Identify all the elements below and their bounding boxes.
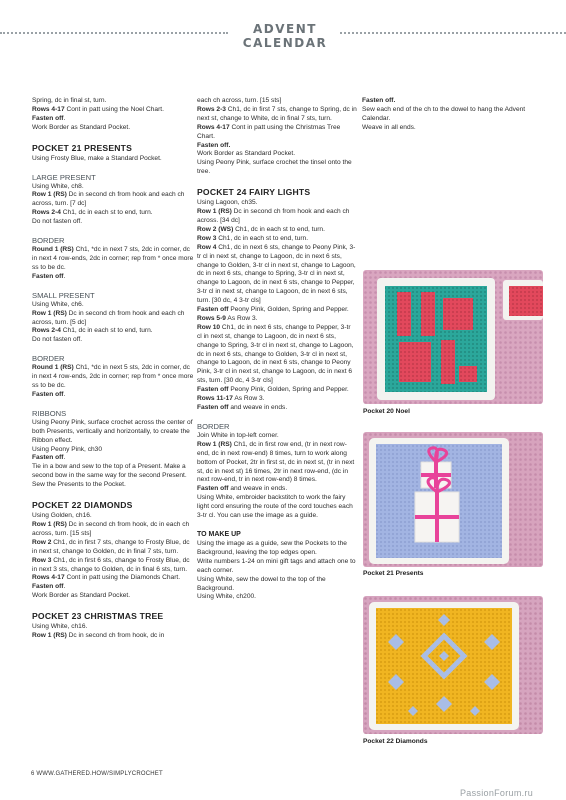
instruction: Using White, sew the dowel to the top of the Background. (197, 575, 326, 592)
watermark: PassionForum.ru (460, 788, 534, 798)
pattern-row: Row 10 Ch1, dc in next 6 sts, change to Pepper, 3-tr cl in next st, change to Lagoon, dc in next 6 sts, change to Spring, 3-tr cl in next st, change to Lagoon, dc in next 6 sts, change to Golden, 3-tr cl in next st, change to Lagoon, dc in next 6 sts, change to Peony Pink, 3-tr cl in next st, change to Lagoon, dc in next 6 sts, turn. [30 dc, 4 3-tr cls] (197, 323, 354, 385)
instruction: Work Border as Standard Pocket. (32, 123, 131, 131)
pocket-20-noel-photo (363, 270, 543, 404)
fasten-off: Fasten off. (32, 583, 66, 591)
page-header-title: ADVENT CALENDAR (242, 22, 328, 50)
caption-pocket-20: Pocket 20 Noel (363, 408, 410, 415)
section-heading-pocket-21: POCKET 21 PRESENTS (32, 142, 133, 153)
instruction: Using Lagoon, ch35. (197, 199, 258, 207)
pattern-row: Rows 5-9 As Row 3. (197, 314, 258, 322)
instruction: Using Peony Pink, surface crochet across the center of both Presents, vertically and horizontally, to create the Ribbon effect. (32, 418, 193, 444)
caption-pocket-21: Pocket 21 Presents (363, 570, 424, 577)
pocket-21-presents-photo (363, 432, 543, 567)
instruction: Using the image as a guide, sew the Pockets to the Background, leaving the top edges open. (197, 539, 347, 556)
pattern-row: Rows 2-4 Ch1, dc in each st to end, turn. (32, 209, 153, 217)
subheading-small-present: SMALL PRESENT (32, 290, 95, 300)
fasten-off: Fasten off. (32, 390, 66, 398)
fasten-off: Fasten off Peony Pink, Golden, Spring and Pepper. (197, 306, 349, 314)
subheading-border: BORDER (32, 236, 65, 246)
instruction: Using White, embroider backstitch to work the fairy light cord ensuring the route of the cord touches each 3-tr cl. You can use the image as a guide. (197, 494, 353, 520)
pattern-row: Row 1 (RS) Dc in second ch from hook and each ch across, turn. [5 dc] (32, 309, 185, 326)
pattern-row: Rows 11-17 As Row 3. (197, 395, 265, 403)
pattern-row: Row 1 (RS) Ch1, dc in first row end, (tr in next row-end, dc in next row-end) 8 times, turn to work along bottom of Pocket, 2tr in first st, dc in next st, (tr in next st, dc in next st) 16 times, 2tr in next row-end, (dc in next row-end, tr in next row-end) 8 times. (197, 440, 355, 484)
subheading-large-present: LARGE PRESENT (32, 172, 96, 182)
text-column-2 (197, 97, 357, 602)
fasten-off: Fasten off. (32, 114, 66, 122)
fasten-off: Fasten off. (32, 454, 66, 462)
fasten-off: Fasten off and weave in ends. (197, 485, 288, 493)
pattern-row: Row 1 (RS) Dc in second ch from hook and each ch across, turn. [7 dc] (32, 191, 185, 208)
instruction: Sew each end of the ch to the dowel to hang the Advent Calendar. (362, 105, 526, 122)
pattern-row: Row 4 Ch1, dc in next 6 sts, change to Peony Pink, 3-tr cl in next st, change to Lagoon, dc in next 6 sts, change to Golden, 3-tr cl in next st, change to Lagoon, dc in next 6 sts, change to Spring, 3-tr cl in next st, change to Lagoon, dc in next 6 sts, change to Pepper, 3-tr cl in next st, change to Lagoon, dc in next 6 sts, turn. [30 dc, 4 3-tr cls] (197, 243, 356, 305)
section-heading-pocket-24: POCKET 24 FAIRY LIGHTS (197, 187, 311, 198)
page-footer: 6 WWW.GATHERED.HOW/SIMPLYCROCHET (31, 771, 163, 777)
header-divider-left (0, 32, 228, 34)
pocket-22-diamonds-photo (363, 596, 543, 734)
pattern-row: Row 1 (RS) Dc in second ch from hook and each ch across. [34 dc] (197, 208, 350, 224)
instruction: Sew the Presents to the Pocket. (32, 481, 126, 489)
instruction: Do not fasten off. (32, 218, 83, 226)
pattern-row: Row 1 (RS) Dc in second ch from hook, dc in each ch across, turn. [15 sts] (32, 521, 190, 537)
subheading-border: BORDER (197, 421, 230, 431)
pattern-row: Row 3 Ch1, dc in first 6 sts, change to Frosty Blue, dc in next 3 sts, change to Golden, dc in final 6 sts, turn. (32, 556, 190, 573)
fasten-off: Fasten off. (32, 272, 66, 280)
pattern-row: Rows 4-17 Cont in patt using the Noel Chart. (32, 105, 164, 113)
instruction: Using White, ch200. (197, 593, 257, 601)
instruction: Using White, ch8. (32, 182, 84, 190)
header-divider-right (340, 32, 566, 34)
instruction: Using White, ch6. (32, 300, 84, 308)
instruction: Work Border as Standard Pocket. (32, 592, 131, 600)
instruction: Write numbers 1-24 on mini gift tags and attach one to each corner. (197, 557, 356, 574)
instruction: Join White in top-left corner. (197, 431, 279, 439)
pattern-row: Round 1 (RS) Ch1, *dc in next 5 sts, 2dc in corner, dc in next 4 row-ends, 2dc in corner; rep from * once more ss to be dc. (32, 364, 194, 390)
pattern-row: Row 2 (WS) Ch1, dc in each st to end, turn. (197, 225, 325, 233)
subheading-ribbons: RIBBONS (32, 408, 67, 418)
section-heading-pocket-23: POCKET 23 CHRISTMAS TREE (32, 611, 164, 622)
subheading-border: BORDER (32, 354, 65, 364)
continued-text: each ch across, turn. [15 sts] (197, 97, 282, 104)
instruction: Do not fasten off. (32, 336, 83, 344)
fasten-off: Fasten off Peony Pink, Golden, Spring and Pepper. (197, 386, 349, 394)
instruction: Tie in a bow and sew to the top of a Present. Make a second bow in the same way for the second Present. (32, 463, 187, 480)
pattern-row: Row 3 Ch1, dc in each st to end, turn. (197, 234, 309, 242)
pattern-row: Row 2 Ch1, dc in first 7 sts, change to Frosty Blue, dc in next st, change to Golden, dc in final 7 sts, turn. (32, 538, 190, 555)
instruction: Work Border as Standard Pocket. (197, 150, 296, 158)
pattern-row: Rows 4-17 Cont in patt using the Diamonds Chart. (32, 574, 181, 582)
instruction: Using Peony Pink, ch30 (32, 445, 103, 453)
continued-text: Spring, dc in final st, turn. (32, 97, 107, 104)
instruction: Using Golden, ch16. (32, 512, 92, 520)
page-header (0, 22, 566, 50)
instruction: Weave in all ends. (362, 123, 416, 131)
pattern-row: Round 1 (RS) Ch1, *dc in next 7 sts, 2dc in corner, dc in next 4 row-ends, 2dc in corner; rep from * once more ss to be dc. (32, 246, 194, 271)
pattern-row: Rows 2-3 Ch1, dc in first 7 sts, change to Spring, dc in next st, change to White, dc in final 7 sts, turn. (197, 105, 357, 122)
fasten-off: Fasten off and weave in ends. (197, 404, 288, 411)
pattern-row: Row 1 (RS) Dc in second ch from hook, dc in (32, 632, 165, 640)
fasten-off: Fasten off. (197, 141, 231, 149)
pattern-row: Rows 4-17 Cont in patt using the Christmas Tree Chart. (197, 123, 341, 140)
text-column-1 (32, 97, 196, 641)
pattern-row: Rows 2-4 Ch1, dc in each st to end, turn. (32, 327, 153, 335)
text-column-3 (362, 97, 540, 133)
section-heading-pocket-22: POCKET 22 DIAMONDS (32, 500, 133, 511)
instruction: Using Peony Pink, surface crochet the tinsel onto the tree. (197, 159, 352, 176)
subheading-make-up: TO MAKE UP (197, 530, 241, 538)
fasten-off: Fasten off. (362, 97, 396, 104)
instruction: Using White, ch16. (32, 623, 88, 631)
instruction: Using Frosty Blue, make a Standard Pocket. (32, 154, 162, 162)
caption-pocket-22: Pocket 22 Diamonds (363, 738, 428, 745)
